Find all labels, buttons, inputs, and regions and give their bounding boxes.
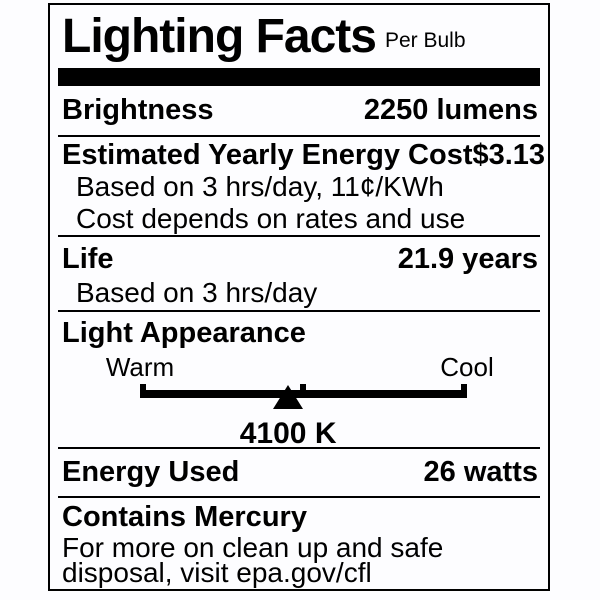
scale-tick-right xyxy=(461,384,467,398)
mercury-info-line-1: For more on clean up and safe xyxy=(62,532,444,563)
life-section xyxy=(58,237,540,312)
header-divider-bar xyxy=(58,68,540,86)
light-appearance-label: Light Appearance xyxy=(62,317,306,349)
brightness-row xyxy=(58,86,540,137)
mercury-label: Contains Mercury xyxy=(62,501,307,533)
brightness-label: Brightness xyxy=(62,94,214,126)
light-appearance-section xyxy=(58,312,540,449)
energy-used-value: 26 watts xyxy=(423,456,538,488)
energy-cost-value: $3.13 xyxy=(472,138,546,171)
life-label: Life xyxy=(62,243,114,275)
energy-used-label: Energy Used xyxy=(62,456,240,488)
energy-cost-label: Estimated Yearly Energy Cost xyxy=(62,138,473,171)
energy-cost-note-disclaimer: Cost depends on rates and use xyxy=(76,203,466,234)
cool-label: Cool xyxy=(440,352,494,382)
label-subtitle: Per Bulb xyxy=(384,29,466,52)
lighting-facts-label xyxy=(48,3,550,591)
life-value: 21.9 years xyxy=(397,243,538,275)
temperature-scale-labels xyxy=(58,353,540,381)
energy-cost-note-usage: Based on 3 hrs/day, 11¢/KWh xyxy=(76,171,444,202)
temperature-marker-icon xyxy=(273,385,303,409)
energy-cost-row xyxy=(58,138,546,171)
kelvin-value: 4100 K xyxy=(239,417,337,450)
warm-label: Warm xyxy=(105,352,175,382)
kelvin-row xyxy=(58,419,540,449)
energy-cost-section xyxy=(58,137,546,237)
brightness-value: 2250 lumens xyxy=(363,94,538,126)
life-note-usage: Based on 3 hrs/day xyxy=(76,277,318,308)
title-row xyxy=(58,5,540,68)
label-header xyxy=(58,5,540,86)
scale-tick-left xyxy=(140,384,146,398)
life-row xyxy=(58,243,540,276)
mercury-section xyxy=(58,498,540,589)
temperature-scale xyxy=(58,383,540,410)
label-title: Lighting Facts xyxy=(62,10,376,63)
energy-used-row xyxy=(58,449,540,498)
mercury-info-line-2: disposal, visit epa.gov/cfl xyxy=(62,557,372,588)
